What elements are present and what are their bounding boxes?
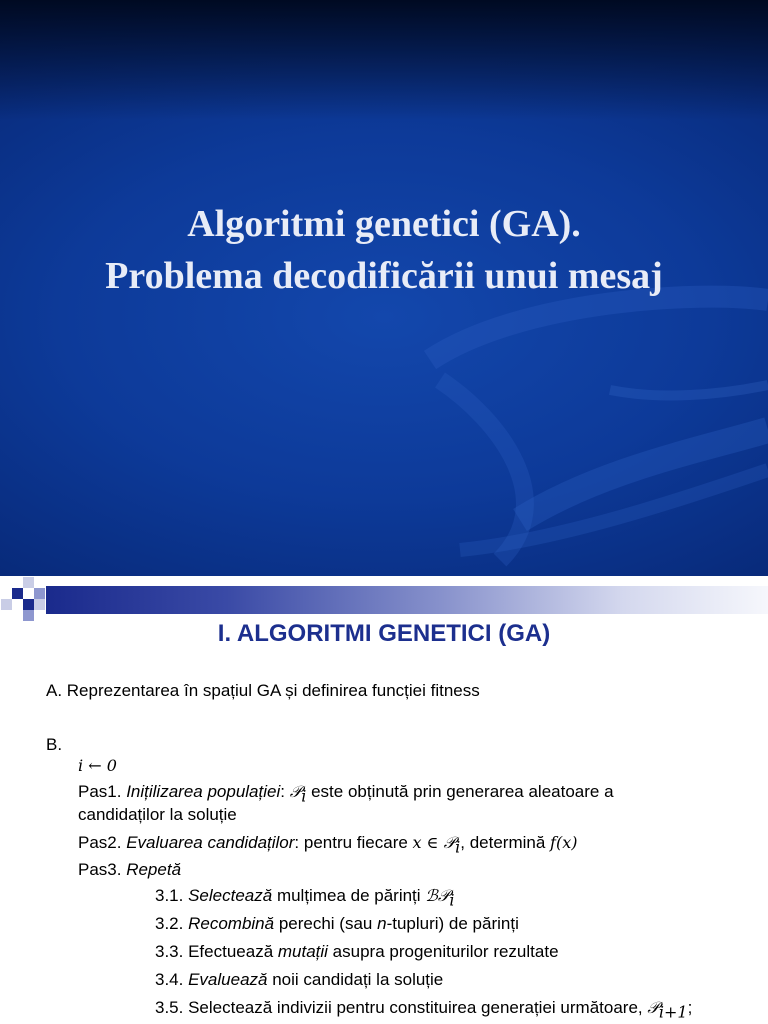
- pas2-sub: i: [455, 837, 461, 857]
- step-3-2: [155, 914, 519, 934]
- pas1-sub: i: [301, 786, 307, 806]
- step-text-after: asupra progeniturilor rezultate: [327, 942, 559, 961]
- step-text: noii candidați la soluție: [267, 970, 444, 989]
- step-tail: ;: [687, 998, 693, 1017]
- pas2-label: Pas2.: [78, 833, 127, 852]
- pas2-mid2: , determină: [460, 833, 551, 852]
- section-a: A. Reprezentarea în spațiul GA și definirea funcției fitness: [46, 681, 480, 700]
- step-num: 3.5.: [155, 998, 189, 1017]
- step-3-4: [155, 970, 443, 990]
- pas1-label: Pas1.: [78, 782, 127, 801]
- pas2-fx: f(x): [550, 833, 578, 852]
- step-3-5: [155, 998, 692, 1021]
- pas2-x-in: x ∈: [412, 833, 444, 852]
- square: [34, 599, 45, 610]
- pas1-italic: Inițilizarea populației: [126, 782, 281, 801]
- step-verb: Evaluează: [188, 970, 268, 989]
- pas2: [78, 833, 577, 856]
- init-step: i ← 0: [78, 756, 117, 775]
- step-verb: Selectează: [188, 886, 273, 905]
- header-bar: [46, 586, 768, 614]
- section-b: B.: [46, 735, 63, 754]
- step-verb: Recombină: [188, 914, 275, 933]
- step-sub: i+1: [658, 1002, 688, 1022]
- decorative-squares: [0, 576, 768, 624]
- step-3-1: [155, 886, 455, 909]
- square: [34, 588, 45, 599]
- step-3-3: [155, 942, 559, 962]
- step-num: 3.3.: [155, 942, 189, 961]
- pas2-symbol: 𝒫: [443, 833, 456, 852]
- step-text: perechi (sau: [274, 914, 378, 933]
- title-line-2: Problema decodificării unui mesaj: [105, 255, 663, 297]
- slide-title: [0, 198, 768, 302]
- square: [1, 599, 12, 610]
- pas1-symbol: 𝒫: [289, 782, 302, 801]
- pas1-colon: :: [280, 782, 290, 801]
- pas1: [78, 782, 614, 805]
- step-num: 3.4.: [155, 970, 189, 989]
- step-text: mulțimea de părinți: [272, 886, 426, 905]
- step-verb: mutații: [277, 942, 328, 961]
- step-sub: i: [449, 890, 455, 910]
- square: [23, 599, 34, 610]
- pas3: [78, 860, 181, 880]
- pas2-mid: : pentru fiecare: [294, 833, 413, 852]
- pas2-italic: Evaluarea candidaților: [126, 833, 295, 852]
- step-num: 3.1.: [155, 886, 189, 905]
- pas3-italic: Repetă: [126, 860, 182, 879]
- slide-heading: I. ALGORITMI GENETICI (GA): [217, 620, 551, 647]
- step-num: 3.2.: [155, 914, 189, 933]
- step-symbol: ℬ𝒫: [425, 886, 450, 905]
- pas3-label: Pas3.: [78, 860, 127, 879]
- square: [23, 577, 34, 588]
- pas1-rest: este obținută prin generarea aleatoare a: [306, 782, 614, 801]
- title-line-1: Algoritmi genetici (GA).: [187, 203, 581, 245]
- step-text-after: -tupluri) de părinți: [386, 914, 519, 933]
- square: [12, 588, 23, 599]
- step-text: Efectuează: [188, 942, 278, 961]
- pas1-continued: candidaților la soluție: [78, 805, 237, 824]
- step-n: n: [377, 914, 387, 933]
- step-symbol: 𝒫: [647, 998, 659, 1017]
- step-text: Selectează indivizii pentru constituirea generației următoare,: [188, 998, 648, 1017]
